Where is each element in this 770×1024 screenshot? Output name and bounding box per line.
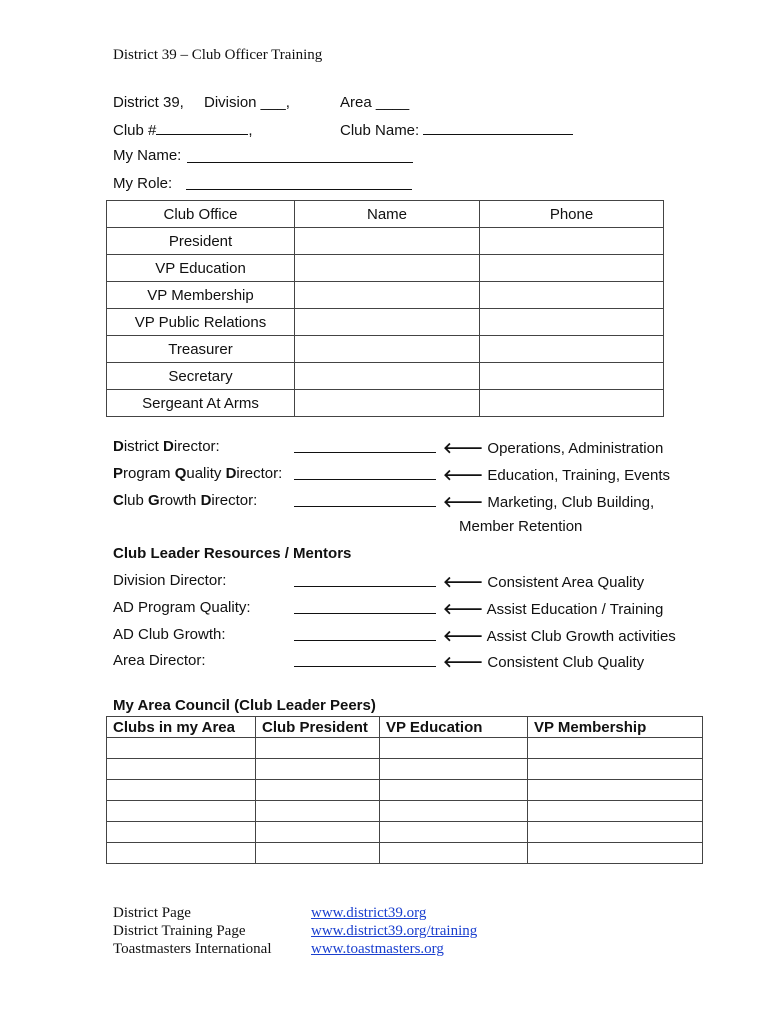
office-president: President [107,228,295,255]
left-arrow-icon: 🡐 [443,467,484,484]
phone-cell[interactable] [480,390,664,417]
table-cell[interactable] [256,843,380,864]
header-clubs-in-area: Clubs in my Area [107,717,256,738]
table-cell[interactable] [107,780,256,801]
table-row [107,843,703,864]
table-cell[interactable] [107,843,256,864]
link-training-page[interactable]: www.district39.org/training [311,923,478,939]
club-number-suffix: , [248,122,253,139]
left-arrow-icon: 🡐 [443,440,484,457]
table-row [107,309,664,336]
table-row [107,390,664,417]
table-cell[interactable] [107,822,256,843]
district-director-desc: 🡐 Operations, Administration [443,440,664,457]
table-row [107,759,703,780]
table-row [107,801,703,822]
office-treasurer: Treasurer [107,336,295,363]
footer-label-training-page: District Training Page [113,923,246,939]
table-cell[interactable] [256,780,380,801]
office-vp-public-relations: VP Public Relations [107,309,295,336]
table-row [107,228,664,255]
table-cell[interactable] [380,822,528,843]
division-field[interactable]: Division ___, [204,94,290,111]
table-cell[interactable] [107,759,256,780]
district-director-line[interactable] [294,438,436,453]
ad-program-quality-desc: 🡐 Assist Education / Training [443,601,664,618]
table-row [107,363,664,390]
program-quality-director-label: Program Quality Director: [113,465,283,482]
name-cell[interactable] [295,282,480,309]
table-cell[interactable] [107,738,256,759]
table-cell[interactable] [528,738,703,759]
footer-label-district-page: District Page [113,905,191,921]
header-phone: Phone [480,201,664,228]
division-director-line[interactable] [294,572,436,587]
officers-table [106,200,664,417]
office-vp-membership: VP Membership [107,282,295,309]
council-header-row [107,717,703,738]
name-cell[interactable] [295,390,480,417]
division-director-label: Division Director: [113,572,227,589]
left-arrow-icon: 🡐 [443,574,484,591]
table-cell[interactable] [256,738,380,759]
name-cell[interactable] [295,363,480,390]
officers-header-row [107,201,664,228]
district-label: District 39, [113,94,184,111]
header-vp-education: VP Education [380,717,528,738]
resources-heading: Club Leader Resources / Mentors [113,545,352,562]
header-club-office: Club Office [107,201,295,228]
header-vp-membership: VP Membership [528,717,703,738]
left-arrow-icon: 🡐 [443,628,484,645]
table-cell[interactable] [380,759,528,780]
name-cell[interactable] [295,228,480,255]
division-director-desc: 🡐 Consistent Area Quality [443,574,645,591]
table-cell[interactable] [528,801,703,822]
link-district-page[interactable]: www.district39.org [311,905,427,921]
phone-cell[interactable] [480,309,664,336]
table-row [107,255,664,282]
name-cell[interactable] [295,309,480,336]
footer-label-toastmasters: Toastmasters International [113,941,272,957]
table-row [107,336,664,363]
header-name: Name [295,201,480,228]
club-growth-director-label: Club Growth Director: [113,492,258,509]
council-table [106,716,703,864]
my-name-line[interactable] [187,148,413,163]
area-field[interactable]: Area ____ [340,94,410,111]
office-vp-education: VP Education [107,255,295,282]
ad-club-growth-line[interactable] [294,626,436,641]
club-name-field[interactable] [340,120,573,139]
council-heading: My Area Council (Club Leader Peers) [113,697,376,714]
table-cell[interactable] [528,822,703,843]
table-row [107,282,664,309]
ad-program-quality-label: AD Program Quality: [113,599,251,616]
table-cell[interactable] [528,843,703,864]
left-arrow-icon: 🡐 [443,654,484,671]
table-cell[interactable] [528,780,703,801]
club-number-field[interactable] [113,120,253,139]
table-cell[interactable] [107,801,256,822]
ad-program-quality-line[interactable] [294,599,436,614]
district-director-label: District Director: [113,438,220,455]
page-header: District 39 – Club Officer Training [113,47,323,63]
club-growth-director-line[interactable] [294,492,436,507]
area-director-line[interactable] [294,652,436,667]
club-growth-director-desc2: Member Retention [459,518,583,535]
club-name-line [423,120,573,135]
table-cell[interactable] [528,759,703,780]
program-quality-director-line[interactable] [294,465,436,480]
ad-club-growth-label: AD Club Growth: [113,626,226,643]
left-arrow-icon: 🡐 [443,494,484,511]
program-quality-director-desc: 🡐 Education, Training, Events [443,467,671,484]
table-cell[interactable] [380,801,528,822]
table-cell[interactable] [256,759,380,780]
table-row [107,780,703,801]
table-cell[interactable] [380,780,528,801]
area-director-label: Area Director: [113,652,206,669]
name-cell[interactable] [295,336,480,363]
phone-cell[interactable] [480,228,664,255]
name-cell[interactable] [295,255,480,282]
phone-cell[interactable] [480,363,664,390]
my-name-label: My Name: [113,147,182,164]
phone-cell[interactable] [480,255,664,282]
table-cell[interactable] [256,801,380,822]
left-arrow-icon: 🡐 [443,601,484,618]
header-club-president: Club President [256,717,380,738]
my-role-label: My Role: [113,175,173,192]
table-cell[interactable] [380,738,528,759]
table-cell[interactable] [380,843,528,864]
office-secretary: Secretary [107,363,295,390]
club-name-label: Club Name: [340,122,420,139]
table-row [107,822,703,843]
club-number-label: Club # [113,122,157,139]
table-row [107,738,703,759]
area-director-desc: 🡐 Consistent Club Quality [443,654,645,671]
ad-club-growth-desc: 🡐 Assist Club Growth activities [443,628,676,645]
phone-cell[interactable] [480,282,664,309]
club-number-line [156,120,248,135]
phone-cell[interactable] [480,336,664,363]
club-growth-director-desc: 🡐 Marketing, Club Building, [443,494,655,511]
office-sergeant-at-arms: Sergeant At Arms [107,390,295,417]
my-role-line[interactable] [186,175,412,190]
link-toastmasters[interactable]: www.toastmasters.org [311,941,444,957]
table-cell[interactable] [256,822,380,843]
